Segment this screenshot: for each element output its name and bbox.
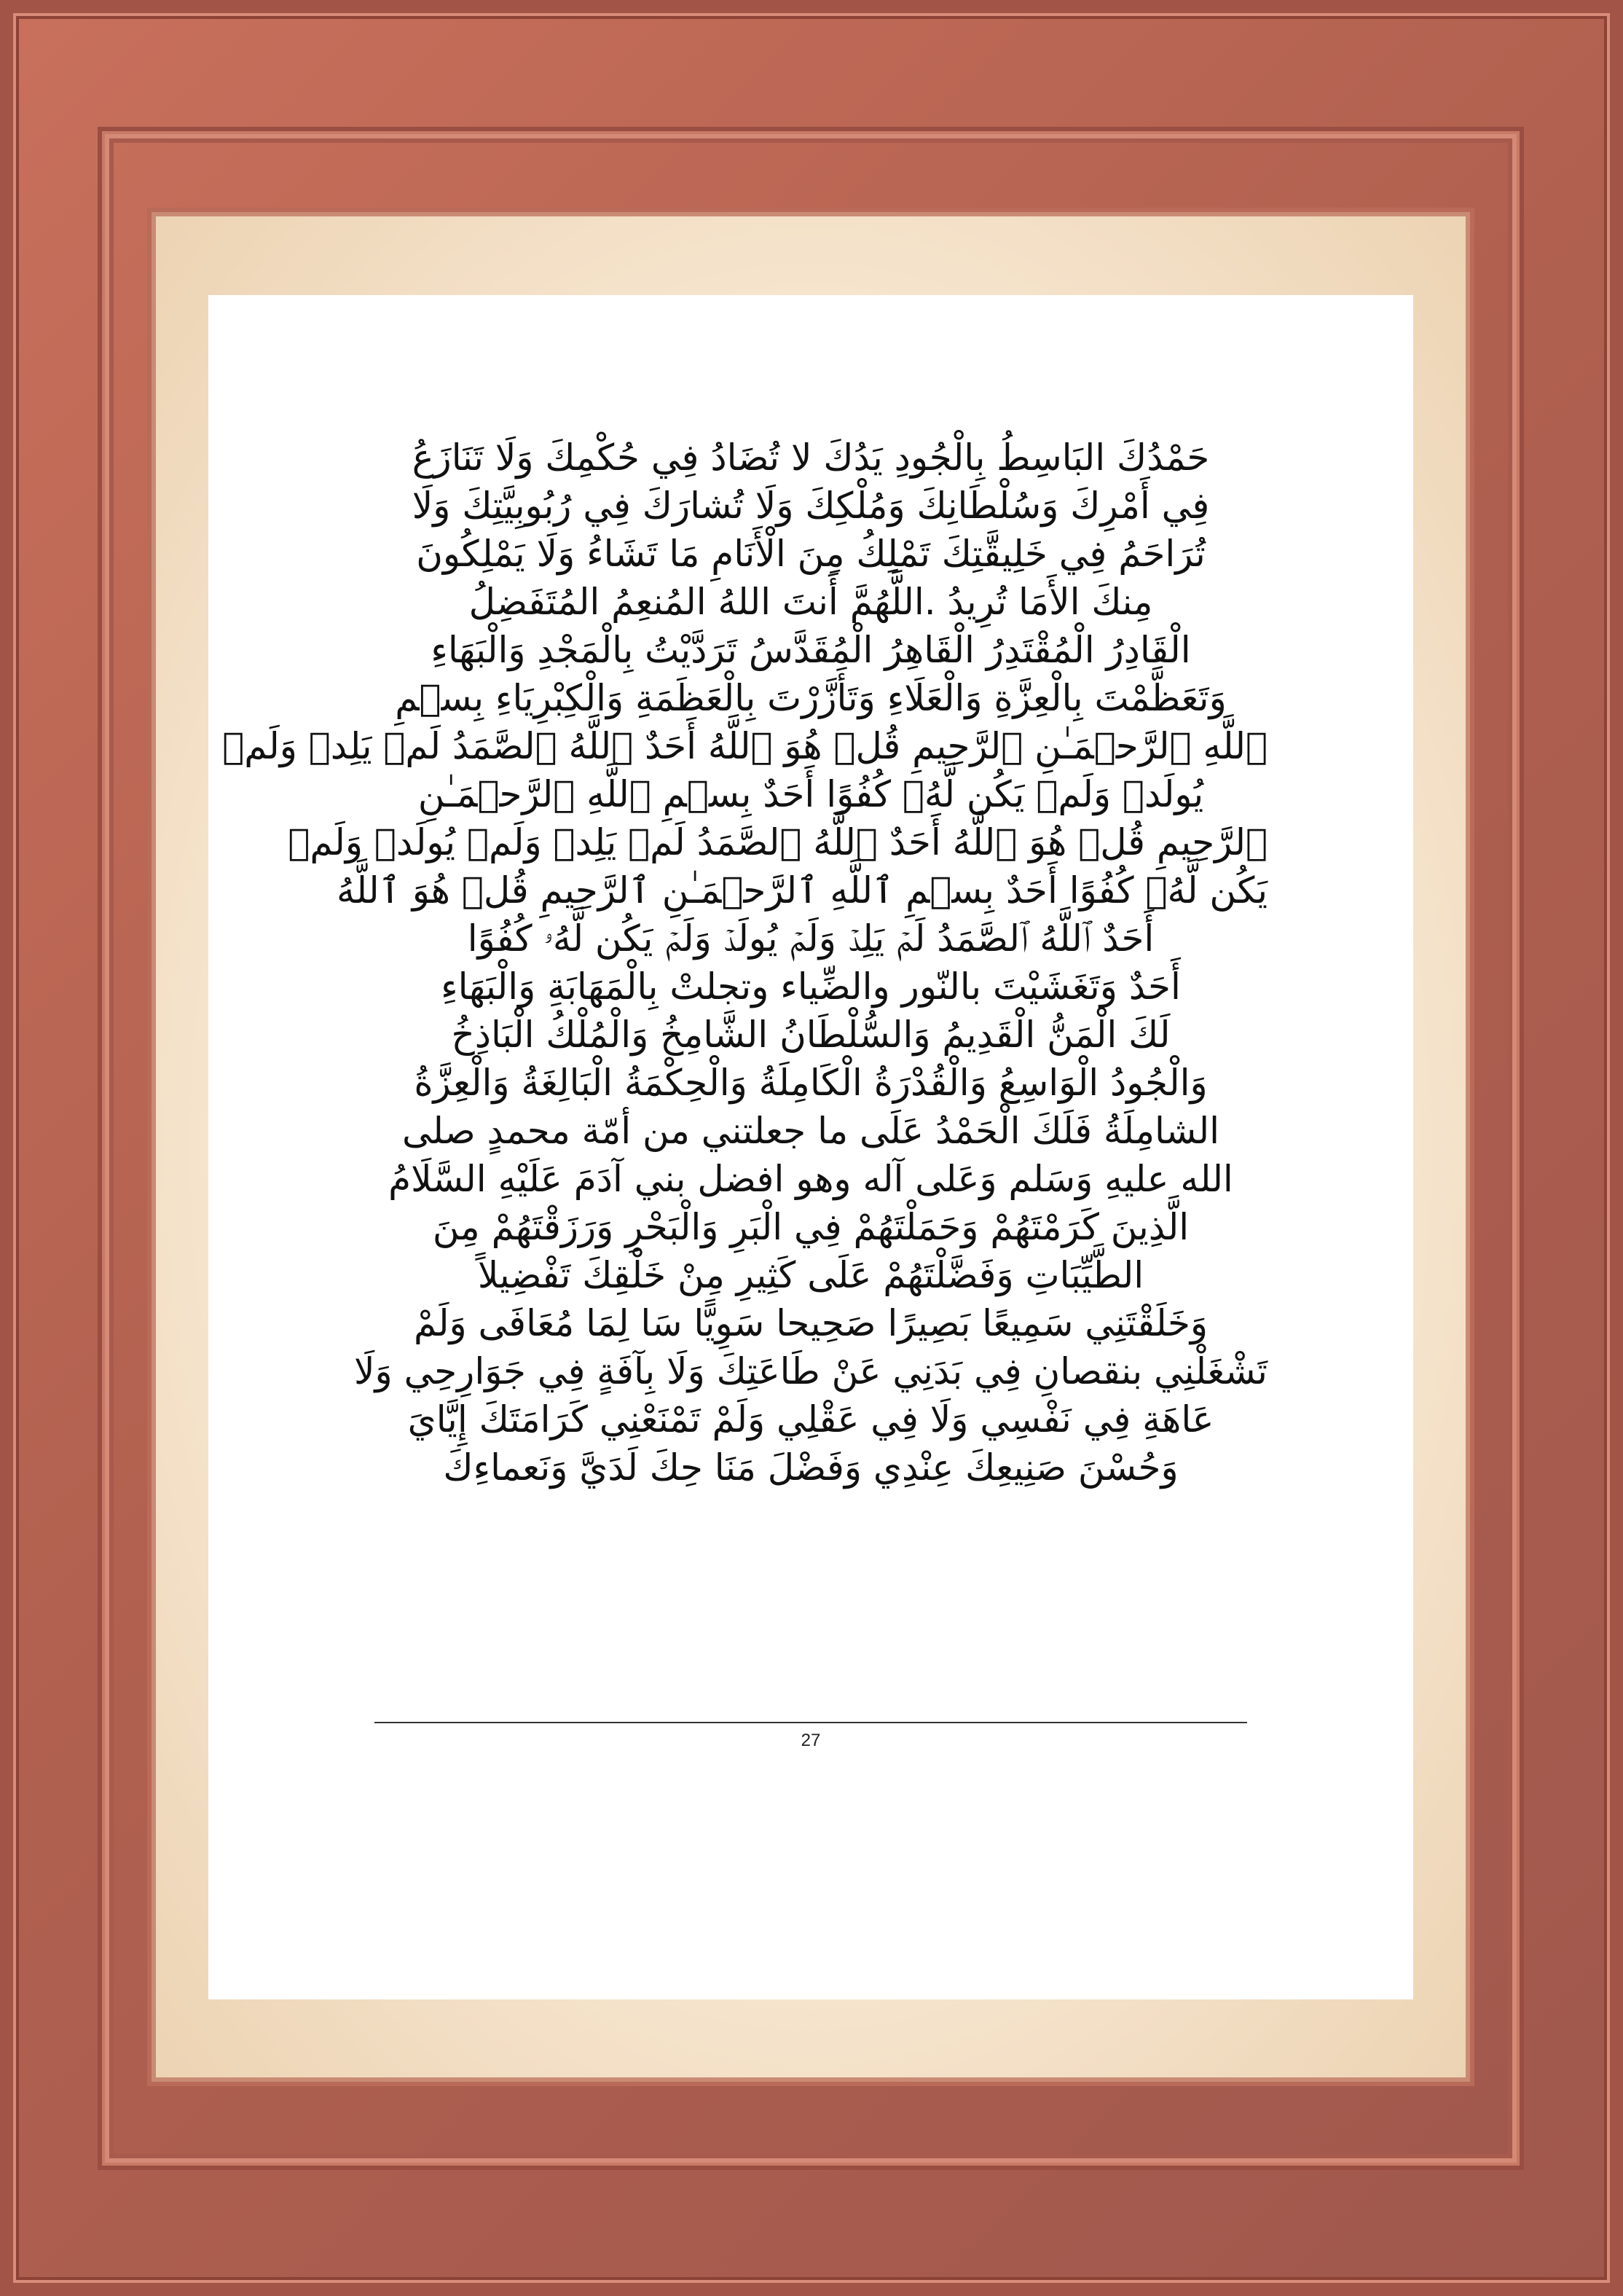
text-line: يُولَدۡ وَلَمۡ يَكُن لَّهُۥ كُفُوًا أَحَدٌ بِسۡمِ ٱللَّهِ ٱلرَّحۡمَـٰنِ: [417, 773, 1204, 815]
text-line: الله عليهِ وَسَلم وَعَلى آله وهو افضل بني آدَمَ عَلَيْهِ السَّلَامُ: [388, 1158, 1233, 1200]
text-line: يَكُن لَّهُۥ كُفُوًا أَحَدٌ بِسۡمِ ٱللَّهِ ٱلرَّحۡمَـٰنِ ٱلرَّحِيمِ قُلۡ هُوَ ٱللَّهُ: [336, 869, 1268, 912]
arabic-text-block: [222, 434, 1268, 1492]
text-line: وَخَلَقْتَنِي سَمِيعًا بَصِيرًا صَحِيحا سَوِيًّا سَا لِمَا مُعَافَى وَلَمْ: [413, 1302, 1209, 1344]
text-line: الْقَادِرُ الْمُقْتَدِرُ الْقَاهِرُ الْمُقَدَّسُ تَرَدَّيْتُ بِالْمَجْدِ وَالْبَهَاءِ: [431, 629, 1191, 671]
text-line: تُرَاحَمُ فِي خَلِيقَّتِكَ تَمْلِكُ مِنَ الْأَنَامِ مَا تَشَاءُ وَلَا يَمْلِكُونَ: [416, 533, 1206, 575]
text-line: مِنكَ الأَمَا تُرِيدُ .اللَّهُمَّ أَنتَ اللهُ المُنعِمُ المُتَفَضِلُ: [468, 581, 1153, 623]
text-line: فِي أَمْرِكَ وَسُلْطَانِكَ وَمُلْكِكَ وَلَا تُشارَكَ فِي رُبُوبِيَّتِكَ وَلَا: [412, 485, 1210, 527]
text-line: تَشْغَلْنِي بنقصانِ فِي بَدَنِي عَنْ طَاعَتِكَ وَلَا بِآفَةٍ فِي جَوَارِحِي وَلَا: [354, 1350, 1268, 1392]
text-line: عَاهَةِ فِي نَفْسِي وَلَا فِي عَقْلِي وَلَمْ تَمْنَعْنِي كَرَامَتَكَ إِيَّايَ: [407, 1398, 1214, 1441]
text-line: الطَّيِّبَاتِ وَفَضَّلْتَهُمْ عَلَى كَثِيرِ مِنْ خَلْقِكَ تَفْضِيلاً: [477, 1254, 1144, 1296]
text-line: وَالْجُودُ الْوَاسِعُ وَالْقُدْرَةُ الْكَامِلَةُ وَالْحِكْمَةُ الْبَالِغَةُ وَالْعِزَّةُ: [414, 1062, 1208, 1104]
page-number: 27: [801, 1731, 821, 1750]
text-line: وَحُسْنَ صَنِيعِكَ عِنْدِي وَفَضْلَ مَنَا حِكَ لَدَيَّ وَنَعماءِكَ: [443, 1446, 1179, 1489]
text-line: حَمْدُكَ البَاسِطُ بِالْجُودِ يَدُكَ لا تُضَادُ فِي حُكْمِكَ وَلَا تَنَازَعُ: [412, 436, 1210, 479]
text-line: ٱلرَّحِيمِ قُلۡ هُوَ ٱللَّهُ أَحَدٌ ٱللَّهُ ٱلصَّمَدُ لَمۡ يَلِدۡ وَلَمۡ يُولَدۡ وَلَمۡ: [288, 821, 1268, 863]
text-line: أَحَدٌ ٱللَّهُ ٱلصَّمَدُ لَمۡ يَلِدۡ وَلَمۡ يُولَدۡ وَلَمۡ يَكُن لَّهُۥ كُفُوًا: [467, 917, 1155, 960]
document-page: [208, 295, 1413, 1999]
text-line: وَتَعَظَّمْتَ بِالْعِزَّةِ وَالْعَلَاءِ وَتَأَزَّرْتَ بِالْعَظَمَةِ وَالْكِبْرِيَاءِ بِسۡمِ: [395, 677, 1227, 719]
text-line: الشامِلَةُ فَلَكَ الْحَمْدُ عَلَى ما جعلتني من أمّة محمدٍ صلى: [401, 1110, 1220, 1152]
text-line: أَحَدٌ وَتَغَشَيْتَ بالنّور والضِّياء وتجلتْ بِالْمَهَابَةِ وَالْبَهَاءِ: [441, 965, 1181, 1008]
text-line: الَّذِينَ كَرَمْتَهُمْ وَحَمَلْتَهُمْ فِي الْبَرِ وَالْبَحْرِ وَرَزَقْتَهُمْ مِنَ: [432, 1206, 1190, 1248]
text-line: ٱللَّهِ ٱلرَّحۡمَـٰنِ ٱلرَّحِيمِ قُلۡ هُوَ ٱللَّهُ أَحَدٌ ٱللَّهُ ٱلصَّمَدُ لَمۡ يَلِدۡ وَلَمۡ: [222, 725, 1268, 767]
text-line: لَكَ الْمَنُّ الْقَدِيمُ وَالسُّلْطَانُ الشَّامِخُ وَالْمُلْكُ الْبَاذِخُ: [451, 1014, 1171, 1056]
footer-divider: [374, 1722, 1247, 1723]
